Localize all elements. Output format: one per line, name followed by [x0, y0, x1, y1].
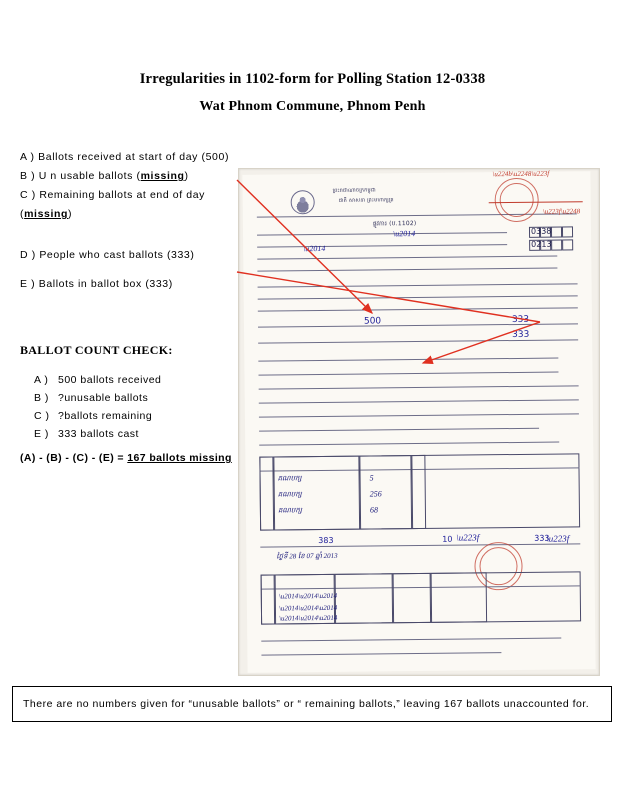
- observer-row-2: \u2014\u2014\u2014: [278, 603, 338, 613]
- check-item-c-text: ?ballots remaining: [58, 410, 153, 422]
- form-rule-6: [258, 283, 578, 287]
- form-rule-13: [259, 385, 579, 389]
- form-rule-3: [257, 244, 507, 248]
- note-c-emphasis: missing: [24, 208, 68, 220]
- handwritten-commune: \u2014: [392, 229, 416, 239]
- form-rule-4: [257, 256, 557, 260]
- check-item-e-label: E ): [34, 428, 49, 440]
- note-e: E ) Ballots in ballot box (333): [20, 278, 173, 290]
- tally-col-number: [259, 457, 274, 531]
- form-rule-10: [258, 339, 578, 343]
- signature-chair: \u223f: [456, 532, 480, 543]
- note-c-line2: [20, 205, 235, 224]
- note-a: A ) Ballots received at start of day (500): [20, 151, 230, 163]
- form-rule-8: [258, 307, 578, 311]
- handwritten-district: \u2014: [303, 243, 326, 254]
- form-rule-12: [258, 372, 558, 376]
- ballots-in-box-value: 333: [512, 329, 530, 341]
- tally-row-1-party: គណបក្ស: [277, 474, 302, 483]
- check-item-a: [34, 371, 254, 389]
- footnote-text: There are no numbers given for “unusable ballots” or “ remaining ballots,” leaving 167 ballots unaccounted for.: [23, 698, 590, 710]
- check-item-c: [34, 407, 254, 425]
- note-b-prefix: B ) U n usable ballots (: [20, 170, 141, 182]
- check-item-a-label: A ): [34, 374, 49, 386]
- form-rule-14: [259, 399, 579, 403]
- signature-member: \u223f: [546, 533, 570, 544]
- form-rule-2: [257, 232, 507, 236]
- check-item-b-text: ?unusable ballots: [58, 392, 149, 404]
- ballot-count-check-list: [34, 371, 254, 443]
- note-c-open: (: [20, 208, 25, 220]
- check-item-e-text: 333 ballots cast: [58, 428, 139, 440]
- form-rule-15: [259, 413, 579, 417]
- summary-left-value: 383: [318, 535, 334, 546]
- tally-row-3-value: 68: [369, 505, 378, 515]
- form-rule-11: [258, 358, 558, 362]
- code2-box-3: [551, 239, 562, 250]
- form-rule-16: [259, 428, 539, 432]
- station-code2-value: 0213: [531, 239, 552, 249]
- summary-right-value: 333: [534, 533, 550, 543]
- code-box-3: [551, 226, 562, 237]
- tally-col-votes: [359, 455, 412, 530]
- tally-col-spacer: [411, 455, 426, 529]
- tally-row-2-value: 256: [369, 489, 382, 499]
- check-item-a-text: 500 ballots received: [58, 374, 162, 386]
- red-annotation-top: \u224b\u2248\u223f: [492, 169, 550, 179]
- ballots-cast-value: 333: [511, 314, 530, 326]
- code-box-4: [562, 226, 573, 237]
- observers-col-note: [431, 572, 488, 623]
- scanned-1102-form: [238, 168, 600, 676]
- irregularity-notes: [20, 148, 235, 294]
- national-emblem-icon: [291, 190, 315, 214]
- form-rule-20: [261, 652, 501, 656]
- ballot-count-check-heading: BALLOT COUNT CHECK:: [20, 343, 173, 357]
- total-value: 167 ballots missing: [127, 452, 232, 464]
- form-rule-19: [261, 638, 561, 642]
- check-item-e: [34, 425, 254, 443]
- observers-col-org: [335, 573, 394, 624]
- ballot-difference-total: [20, 452, 232, 464]
- form-rule-17: [259, 442, 559, 446]
- note-b-suffix: ): [184, 170, 189, 182]
- form-rule-5: [257, 268, 557, 272]
- note-b: [20, 167, 235, 186]
- official-seal-top: [494, 178, 538, 222]
- ballots-received-value: 500: [363, 316, 382, 327]
- observers-col-sign: [393, 573, 432, 623]
- tally-row-2-party: គណបក្ស: [277, 490, 302, 499]
- station-code-value: 0338: [530, 226, 552, 236]
- form-header-line-1: ព្រះរាជាណាចក្រកម្ពុជា: [332, 187, 376, 194]
- check-item-c-label: C ): [34, 410, 50, 422]
- check-item-b: [34, 389, 254, 407]
- form-rule-18: [260, 543, 580, 547]
- form-paper: [242, 171, 595, 673]
- page-title: [0, 66, 625, 120]
- form-header-line-2: ជាតិ សាសនា ព្រះមហាក្សត្រ: [338, 197, 394, 204]
- form-date-line: ថ្ងៃទី 28 ខែ 07 ឆ្នាំ 2013: [276, 551, 338, 561]
- red-annotation-top-2: \u223f\u2248: [542, 207, 581, 216]
- form-rule-9: [258, 323, 578, 327]
- total-prefix: (A) - (B) - (C) - (E) =: [20, 452, 128, 464]
- code2-box-4: [562, 239, 573, 250]
- note-c-close: ): [68, 208, 73, 220]
- note-c-line1: C ) Remaining ballots at end of day: [20, 189, 206, 201]
- footnote-box: [12, 686, 612, 722]
- observer-row-3: \u2014\u2014\u2014: [279, 613, 338, 623]
- observers-col-number: [261, 575, 276, 625]
- tally-row-3-party: គណបក្ស: [277, 506, 302, 515]
- summary-mid-value: 10: [442, 534, 453, 544]
- title-line-2: Wat Phnom Commune, Phnom Penh: [199, 99, 426, 114]
- observer-row-1: \u2014\u2014\u2014: [278, 591, 338, 601]
- title-line-1: Irregularities in 1102-form for Polling Station 12-0338: [139, 71, 486, 87]
- check-item-b-label: B ): [34, 392, 49, 404]
- note-d: D ) People who cast ballots (333): [20, 249, 195, 261]
- tally-row-1-value: 5: [369, 473, 374, 483]
- form-rule-7: [258, 295, 578, 299]
- note-b-emphasis: missing: [140, 170, 185, 182]
- form-code-label: ផ្លូវការ (ប.1102): [372, 220, 417, 228]
